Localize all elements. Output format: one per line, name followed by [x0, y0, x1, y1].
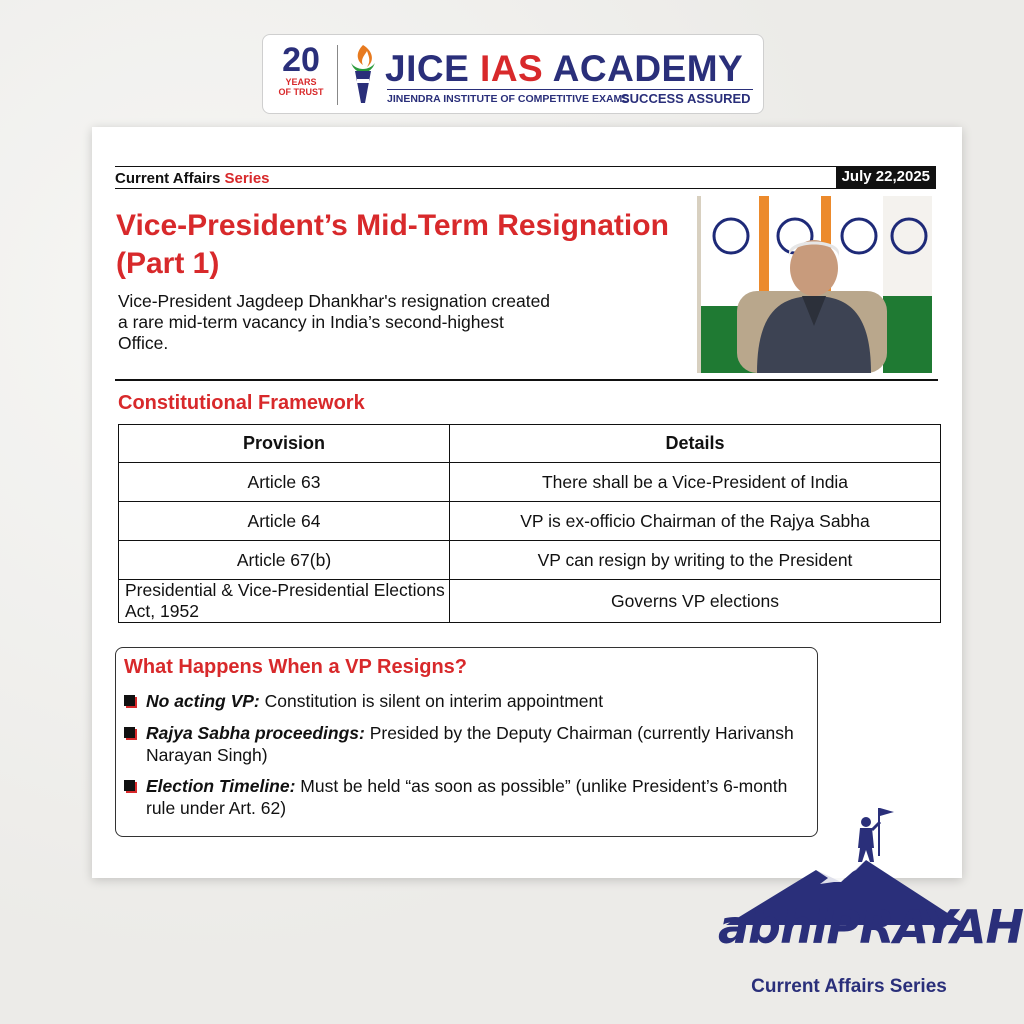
framework-heading: Constitutional Framework — [118, 392, 365, 414]
brand-academy: ACADEMY — [552, 48, 744, 89]
bullet-text: Presided by the Deputy Chairman (currently Harivansh Narayan Singh) — [146, 723, 794, 765]
logo-divider — [337, 45, 338, 105]
bullet-icon — [124, 780, 135, 791]
bullet-text: Constitution is silent on interim appointment — [259, 691, 604, 711]
series-current-affairs: Current Affairs — [115, 170, 221, 187]
details-cell: VP can resign by writing to the President — [450, 541, 941, 580]
series-label — [115, 170, 270, 187]
brand-name — [385, 49, 743, 89]
article-intro: Vice-President Jagdeep Dhankhar's resignation created a rare mid-term vacancy in India’s second-highest Office. — [118, 291, 551, 353]
table-header-row — [119, 425, 941, 463]
table-row — [119, 580, 941, 623]
section-divider — [115, 379, 938, 381]
details-cell: There shall be a Vice-President of India — [450, 463, 941, 502]
bullet-key: No acting VP: — [146, 691, 260, 711]
vice-president-photo — [697, 196, 932, 373]
details-cell: Governs VP elections — [450, 580, 941, 623]
abhiprayah-logo-text: abhiPRAYAH — [718, 900, 1023, 954]
trust-label: OF TRUST — [278, 87, 324, 97]
years-number: 20 — [282, 41, 320, 79]
details-cell: VP is ex-officio Chairman of the Rajya Sabha — [450, 502, 941, 541]
brand-subtitle: JINENDRA INSTITUTE OF COMPETITIVE EXAMS — [387, 93, 630, 105]
bullet-icon — [124, 695, 135, 706]
date-badge: July 22,2025 — [836, 166, 936, 188]
torch-icon — [343, 41, 383, 107]
vp-resigns-box — [115, 647, 818, 837]
years-badge — [271, 43, 331, 97]
years-label: YEARS — [285, 77, 317, 87]
table-row — [119, 541, 941, 580]
table-row — [119, 463, 941, 502]
brand-tagline: SUCCESS ASSURED — [621, 91, 751, 106]
article-title: Vice-President’s Mid-Term Resignation (Part 1) — [116, 209, 669, 280]
list-item — [124, 722, 804, 766]
bullet-key: Election Timeline: — [146, 776, 296, 796]
bullet-icon — [124, 727, 135, 738]
provision-cell: Presidential & Vice-Presidential Elections Act, 1952 — [119, 580, 450, 623]
series-bar — [115, 166, 936, 189]
bullet-text: Must be held “as soon as possible” (unlike President’s 6-month rule under Art. 62) — [146, 776, 788, 818]
list-item — [124, 690, 804, 712]
list-item — [124, 775, 804, 819]
brand-ias: IAS — [480, 48, 544, 89]
subtitle-rule — [387, 89, 753, 90]
abhiprayah-subtitle: Current Affairs Series — [751, 976, 947, 997]
provision-cell: Article 63 — [119, 463, 450, 502]
framework-table — [118, 424, 941, 623]
bullet-key: Rajya Sabha proceedings: — [146, 723, 365, 743]
provision-cell: Article 67(b) — [119, 541, 450, 580]
brand-jice: JICE — [385, 48, 470, 89]
vp-resigns-heading: What Happens When a VP Resigns? — [124, 656, 468, 678]
table-row — [119, 502, 941, 541]
column-header-details: Details — [450, 425, 941, 463]
column-header-provision: Provision — [119, 425, 450, 463]
series-word: Series — [224, 170, 270, 187]
provision-cell: Article 64 — [119, 502, 450, 541]
academy-logo — [262, 34, 764, 114]
